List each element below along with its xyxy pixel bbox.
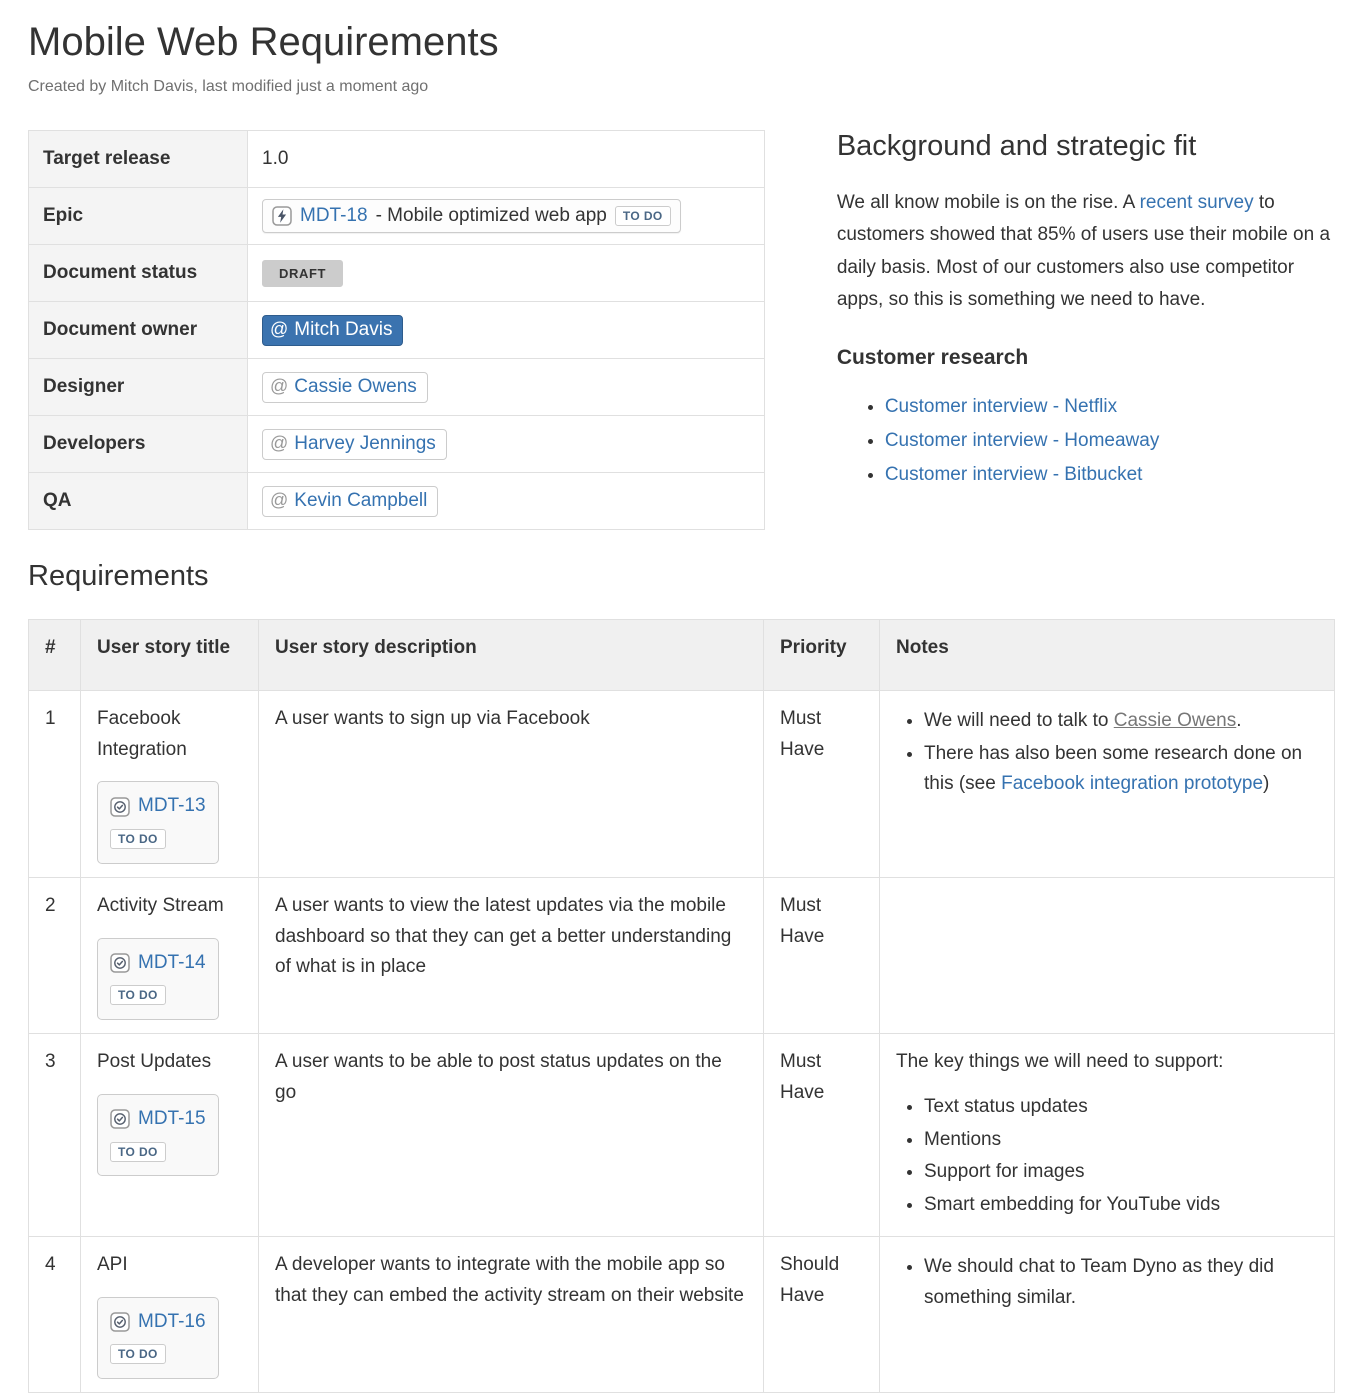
- info-row-value: 1.0: [248, 131, 765, 188]
- background-heading: Background and strategic fit: [836, 130, 1197, 162]
- story-icon: [110, 953, 130, 973]
- user-mention-name: Harvey Jennings: [294, 432, 436, 454]
- jira-issue-card[interactable]: [97, 1297, 219, 1380]
- notes-intro-text: The key things we will need to support:: [896, 1051, 1224, 1073]
- at-icon: @: [270, 376, 289, 396]
- requirement-notes: [880, 1236, 1335, 1392]
- issue-key-link[interactable]: MDT-16: [138, 1310, 206, 1332]
- requirements-column-header: User story description: [259, 620, 764, 691]
- recent-survey-link[interactable]: recent survey: [1139, 192, 1254, 213]
- customer-research-heading: Customer research: [836, 346, 1029, 370]
- customer-research-link[interactable]: Customer interview - Bitbucket: [884, 463, 1143, 485]
- info-row-label: Document status: [29, 245, 248, 302]
- requirement-description: A user wants to be able to post status updates on the go: [259, 1034, 764, 1237]
- requirement-row: [29, 877, 1335, 1033]
- background-paragraph: [837, 187, 1336, 316]
- story-icon: [110, 1109, 130, 1129]
- user-mention-name: Mitch Davis: [294, 318, 393, 340]
- story-icon: [110, 797, 130, 817]
- jira-issue-card[interactable]: [97, 781, 219, 864]
- user-mention[interactable]: [262, 486, 438, 517]
- issue-card-line: [110, 791, 206, 822]
- research-list-item: [885, 424, 1336, 458]
- requirement-title-cell: [81, 1236, 259, 1392]
- story-icon: [110, 1312, 130, 1332]
- notes-list-item: • There has also been some research done on this (see Facebook integration prototype): [924, 739, 1318, 801]
- requirement-description: A developer wants to integrate with the mobile app so that they can embed the activity stream on their website: [259, 1236, 764, 1392]
- at-icon: @: [270, 319, 289, 339]
- requirements-table: [28, 619, 1335, 1393]
- requirements-column-header: #: [29, 620, 81, 691]
- issue-card-line: [110, 1104, 206, 1135]
- notes-list: [924, 706, 1318, 800]
- user-mention[interactable]: [262, 315, 403, 346]
- requirement-notes: [880, 877, 1335, 1033]
- requirement-description: A user wants to sign up via Facebook: [259, 690, 764, 877]
- issue-card-line: [110, 948, 206, 979]
- top-columns: [28, 130, 1336, 530]
- info-row-value: [248, 302, 765, 359]
- issue-status-lozenge: TO DO: [110, 1344, 166, 1364]
- notes-list-item: • We should chat to Team Dyno as they did something similar.: [924, 1252, 1318, 1314]
- background-text-2: to customers showed that 85% of users use their mobile on a daily basis. Most of our customers also use competitor apps, so this is something we need to have.: [836, 192, 1331, 310]
- requirement-number: 2: [29, 877, 81, 1033]
- notes-list: [924, 1092, 1318, 1221]
- at-icon: @: [270, 490, 289, 510]
- requirement-row: [29, 690, 1335, 877]
- info-row-label: Document owner: [29, 302, 248, 359]
- info-row-label: Target release: [29, 131, 248, 188]
- requirement-title: Facebook Integration: [97, 707, 187, 760]
- requirement-priority: Must Have: [764, 877, 880, 1033]
- requirements-column-header: Priority: [764, 620, 880, 691]
- requirements-table-body: [29, 690, 1335, 1392]
- notes-list-item: • Support for images: [924, 1157, 1318, 1188]
- issue-status-lozenge: TO DO: [110, 1142, 166, 1162]
- research-list-item: [885, 390, 1336, 424]
- issue-status-lozenge: TO DO: [110, 985, 166, 1005]
- jira-issue-card[interactable]: [97, 1094, 219, 1177]
- user-mention[interactable]: [262, 372, 428, 403]
- requirement-number: 3: [29, 1034, 81, 1237]
- epic-status-lozenge: TO DO: [615, 206, 671, 226]
- info-table-row: [29, 302, 765, 359]
- info-table-row: [29, 245, 765, 302]
- user-mention[interactable]: [262, 429, 447, 460]
- byline: Created by Mitch Davis, last modified just a moment ago: [28, 78, 429, 95]
- requirement-row: [29, 1236, 1335, 1392]
- info-table-row: [29, 188, 765, 245]
- issue-key-link[interactable]: MDT-15: [138, 1107, 206, 1129]
- info-table-row: [29, 131, 765, 188]
- info-row-value: [248, 188, 765, 245]
- requirements-column-header: Notes: [880, 620, 1335, 691]
- issue-key-link[interactable]: MDT-13: [138, 795, 206, 817]
- info-row-label: Epic: [29, 188, 248, 245]
- requirement-description: A user wants to view the latest updates via the mobile dashboard so that they can get a better understanding of what is in place: [259, 877, 764, 1033]
- notes-list: [924, 1252, 1318, 1314]
- requirement-row: [29, 1034, 1335, 1237]
- epic-icon: [272, 206, 292, 226]
- research-list-item: [885, 458, 1336, 492]
- notes-list-item: • Mentions: [924, 1125, 1318, 1156]
- customer-research-link[interactable]: Customer interview - Netflix: [884, 396, 1118, 418]
- page-title: Mobile Web Requirements: [28, 20, 499, 64]
- requirement-priority: Must Have: [764, 1034, 880, 1237]
- customer-research-list: [885, 390, 1336, 491]
- requirement-title-cell: [81, 877, 259, 1033]
- user-mention-name: Kevin Campbell: [294, 489, 428, 511]
- issue-status-lozenge: TO DO: [110, 829, 166, 849]
- note-link[interactable]: Facebook integration prototype: [1001, 773, 1264, 795]
- background-section: [837, 130, 1336, 530]
- info-row-value: [248, 245, 765, 302]
- requirements-column-header: User story title: [81, 620, 259, 691]
- info-row-label: Developers: [29, 416, 248, 473]
- requirements-heading: Requirements: [28, 560, 209, 592]
- background-text-1: We all know mobile is on the rise. A: [836, 192, 1140, 213]
- info-row-value: [248, 359, 765, 416]
- requirement-number: 1: [29, 690, 81, 877]
- info-row-value: [248, 416, 765, 473]
- requirement-number: 4: [29, 1236, 81, 1392]
- info-table-row: [29, 359, 765, 416]
- note-user-mention[interactable]: Cassie Owens: [1113, 709, 1237, 731]
- notes-list-item: • Text status updates: [924, 1092, 1318, 1123]
- info-table: [28, 130, 765, 530]
- requirement-priority: Must Have: [764, 690, 880, 877]
- issue-card-line: [110, 1307, 206, 1338]
- epic-issue-key-link[interactable]: MDT-18: [300, 205, 368, 226]
- requirement-priority: Should Have: [764, 1236, 880, 1392]
- customer-research-link[interactable]: Customer interview - Homeaway: [884, 430, 1160, 451]
- info-row-value: [248, 473, 765, 530]
- document-status-lozenge: DRAFT: [262, 260, 343, 287]
- jira-issue-card[interactable]: [97, 938, 219, 1021]
- requirement-title-cell: [81, 690, 259, 877]
- info-row-label: QA: [29, 473, 248, 530]
- issue-key-link[interactable]: MDT-14: [138, 951, 206, 973]
- requirement-notes: [880, 1034, 1335, 1237]
- info-table-body: [29, 131, 765, 530]
- requirement-title: Post Updates: [97, 1051, 212, 1073]
- info-row-label: Designer: [29, 359, 248, 416]
- requirements-header-row: [29, 620, 1335, 691]
- epic-issue-summary: - Mobile optimized web app: [375, 205, 607, 226]
- requirement-title-cell: [81, 1034, 259, 1237]
- info-table-row: [29, 416, 765, 473]
- user-mention-name: Cassie Owens: [294, 375, 417, 397]
- epic-issue-chip[interactable]: [262, 199, 681, 233]
- requirement-notes: [880, 690, 1335, 877]
- requirement-title: API: [97, 1253, 128, 1275]
- info-table-row: [29, 473, 765, 530]
- at-icon: @: [270, 433, 289, 453]
- requirement-title: Activity Stream: [97, 894, 224, 916]
- notes-list-item: • We will need to talk to Cassie Owens.: [924, 706, 1318, 737]
- notes-list-item: • Smart embedding for YouTube vids: [924, 1190, 1318, 1221]
